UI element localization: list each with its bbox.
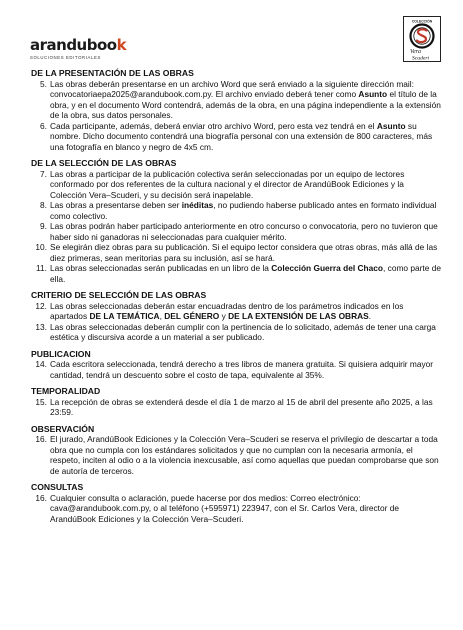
item-text: y	[219, 311, 229, 321]
bold-text: DEL GÉNERO	[164, 311, 220, 321]
list-item	[31, 242, 441, 263]
list-item	[31, 397, 441, 418]
list-item	[31, 121, 441, 153]
section	[31, 349, 441, 381]
list-item	[31, 322, 441, 343]
numbered-list	[31, 493, 441, 525]
item-number: 12.	[35, 300, 47, 311]
item-text: Las obras a participar de la publicación colectiva serán seleccionadas por un equipo de lectores conformado por dos referentes de la cultura nacional y el director de ArandúBook Ediciones y la Colección Vera–Scuderi, y su decisión será inapelable.	[50, 168, 405, 200]
section-title: TEMPORALIDAD	[31, 386, 101, 396]
item-text: .	[368, 311, 372, 321]
seal-bottom-text-2: Scuderi	[412, 55, 430, 61]
list-item	[31, 79, 441, 121]
item-number: 6.	[40, 120, 47, 131]
numbered-list	[31, 359, 441, 380]
item-number: 9.	[40, 221, 47, 231]
bold-text: Asunto	[376, 120, 406, 131]
item-number: 7.	[40, 168, 47, 179]
bold-text: inéditas	[181, 200, 214, 210]
item-number: 16.	[35, 492, 47, 503]
document-body	[31, 68, 441, 530]
logo-main-text: aranduboo	[30, 36, 117, 54]
item-number: 10.	[35, 242, 47, 252]
list-item	[31, 200, 441, 221]
item-text: La recepción de obras se extenderá desde el día 1 de marzo al 15 de abril del presente año 2025, a las 23:59.	[50, 396, 433, 417]
list-item	[31, 221, 441, 242]
section	[31, 68, 441, 152]
section-title: DE LA PRESENTACIÓN DE LAS OBRAS	[31, 68, 194, 78]
numbered-list	[31, 397, 441, 418]
arandubook-logo	[30, 38, 140, 62]
list-item	[31, 359, 441, 380]
item-text: Las obras seleccionadas deberán estar encuadradas dentro de los parámetros indicados en los apartados	[50, 300, 404, 321]
item-number: 16.	[35, 434, 47, 444]
section	[31, 290, 441, 343]
bold-text: DE LA EXTENSIÓN DE LAS OBRAS	[228, 311, 369, 321]
item-text: Cada escritora seleccionada, tendrá derecho a tres libros de manera gratuita. Si quisiera adquirir mayor cantidad, tendrá un descuento sobre el costo de tapa, equivalente al 35%.	[50, 359, 434, 380]
item-text: Las obras a presentarse deben ser	[50, 200, 182, 210]
logo-accent-text: k	[116, 36, 127, 54]
section-title: PUBLICACION	[31, 348, 91, 359]
section-title: DE LA SELECCIÓN DE LAS OBRAS	[31, 158, 177, 168]
section-title: OBSERVACIÓN	[31, 423, 95, 434]
logo-wordmark	[30, 38, 140, 53]
numbered-list	[31, 169, 441, 285]
seal-bottom-text-1: Vera	[410, 49, 421, 55]
bold-text: Asunto	[358, 89, 388, 99]
item-text: ,	[159, 311, 165, 321]
bold-text: DE LA TEMÁTICA	[89, 311, 160, 321]
item-number: 8.	[40, 200, 47, 210]
bold-text: Colección Guerra del Chaco	[271, 263, 384, 273]
list-item	[31, 169, 441, 201]
seal-top-text: COLECCIÓN	[411, 19, 433, 24]
coleccion-vera-scuderi-seal	[403, 16, 441, 62]
list-item	[31, 263, 441, 284]
item-text: Las obras deberán presentarse en un archivo Word que será enviado a la siguiente dirección mail: convocatoriaepa2025@arandubook.com.py. El archivo enviado deberá tener como	[50, 78, 414, 99]
numbered-list	[31, 79, 441, 153]
item-number: 5.	[40, 78, 47, 89]
item-number: 15.	[35, 396, 47, 407]
section-title: CONSULTAS	[31, 482, 84, 492]
item-text: Cualquier consulta o aclaración, puede hacerse por dos medios: Correo electrónico: cava@arandubook.com.py, o al teléfono (+595971) 223947, con el Sr. Carlos Vera, director de ArandúBook Ediciones y la Colección Vera–Scuderi.	[50, 492, 399, 524]
item-number: 11.	[36, 263, 47, 273]
item-text: Las obras seleccionadas deberán cumplir con la pertinencia de lo solicitado, además de tener una carga estética y discursiva acorde a un material a ser publicado.	[50, 321, 436, 342]
section	[31, 482, 441, 524]
section	[31, 386, 441, 418]
section	[31, 158, 441, 284]
item-number: 13.	[35, 321, 47, 332]
item-text: El jurado, ArandúBook Ediciones y la Colección Vera–Scuderi se reserva el privilegio de descartar a toda obra que no cumpla con los estándares solicitados y que no cumplan con la necesaria armonía, el respeto, inciten al odio o a la violencia inexcusable, así como aquellas que puedan comprobarse que son de autoría de terceros.	[50, 434, 439, 476]
logo-tagline: SOLUCIONES EDITORIALES	[30, 55, 101, 60]
list-item	[31, 301, 441, 322]
item-text: el título de la obra, y en el documento Word contendrá, además de la obra, en una página independiente a la extensión de la obra, sus datos personales.	[50, 89, 441, 120]
item-text: , no pudiendo haberse publicado antes en formato individual como colectivo.	[50, 200, 437, 221]
item-text: su nombre. Dicho documento contendrá una biografía personal con una extensión de 800 caracteres, más una fotografía en blanco y negro de 4x5 cm.	[50, 120, 433, 152]
seal-emblem-icon	[404, 17, 440, 61]
item-number: 14.	[35, 359, 47, 369]
section-title: CRITERIO DE SELECCIÓN DE LAS OBRAS	[31, 290, 207, 300]
section	[31, 424, 441, 477]
item-text: , como parte de ella.	[50, 263, 441, 284]
list-item	[31, 434, 441, 476]
item-text: Se elegirán diez obras para su publicación. Si el equipo lector considera que otras obras, más allá de las diez primeras, sean meritorias para su inclusión, así se hará.	[50, 242, 438, 263]
item-text: Las obras seleccionadas serán publicadas en un libro de la	[50, 263, 272, 273]
item-text: Las obras podrán haber participado anteriormente en otro concurso o convocatoria, pero no tuvieron que haber sido ni ganadoras ni seleccionadas para cualquier mérito.	[50, 221, 438, 242]
numbered-list	[31, 301, 441, 343]
list-item	[31, 493, 441, 525]
numbered-list	[31, 434, 441, 476]
item-text: Cada participante, además, deberá enviar otro archivo Word, pero esta vez tendrá en el	[50, 120, 377, 131]
